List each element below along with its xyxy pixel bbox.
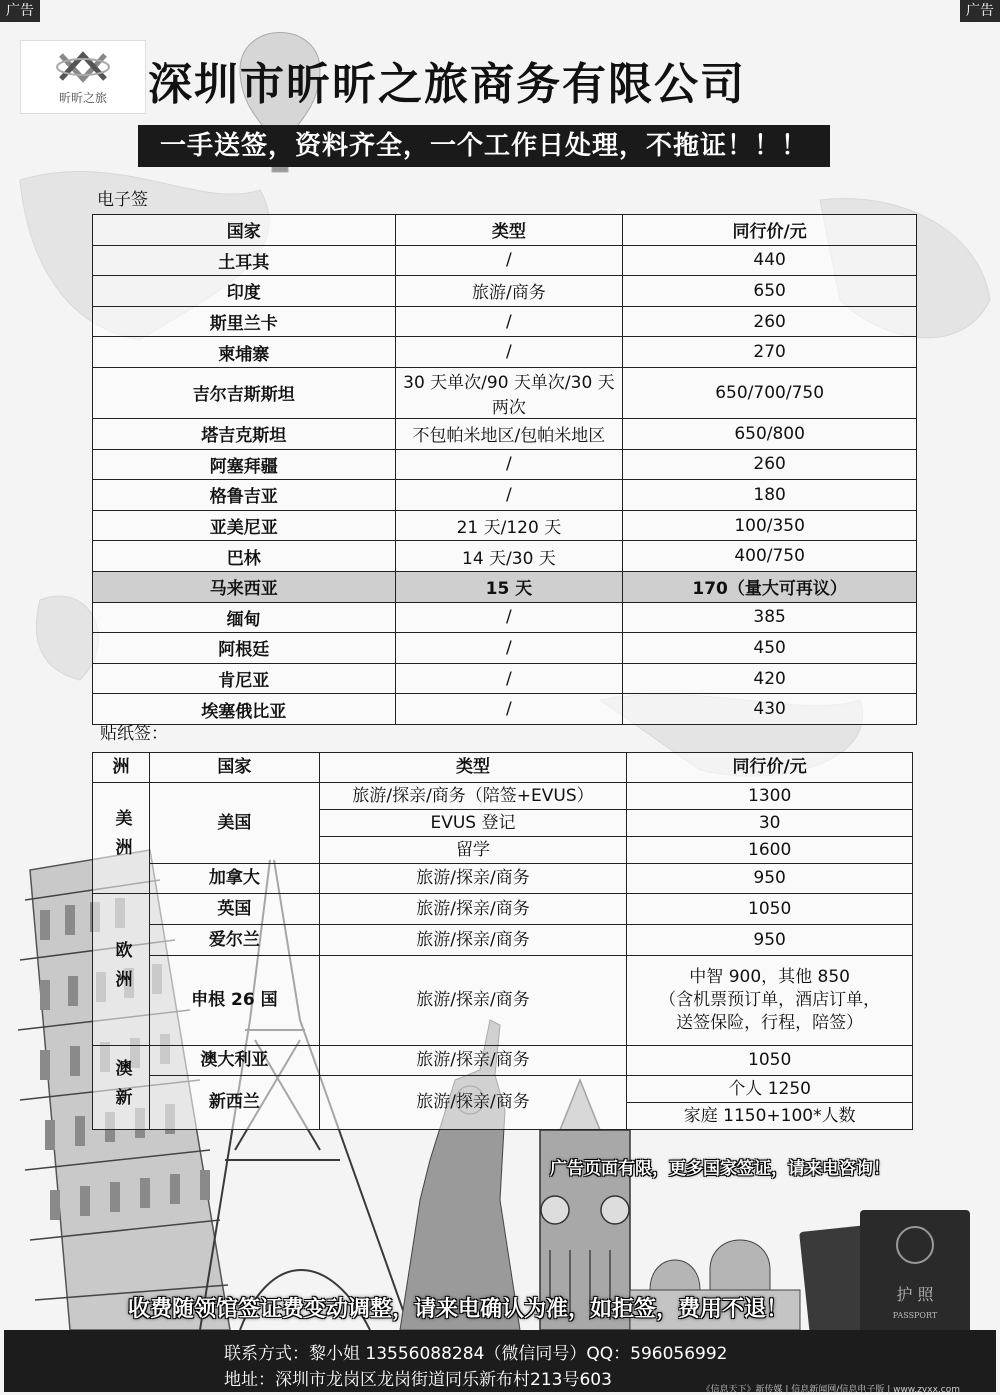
country-cell: 阿塞拜疆 bbox=[93, 449, 396, 480]
sticker-section-label: 贴纸签： bbox=[100, 724, 168, 744]
address-info: 地址：深圳市龙岗区龙岗街道同乐新布村213号603 bbox=[224, 1370, 612, 1390]
country-cell: 加拿大 bbox=[149, 864, 319, 894]
table-row bbox=[93, 510, 917, 541]
type-cell: EVUS 登记 bbox=[319, 810, 627, 837]
type-cell: 旅游/商务 bbox=[395, 276, 623, 307]
continent-label: 欧洲 bbox=[111, 940, 132, 999]
country-cell: 塔吉克斯坦 bbox=[93, 418, 396, 449]
table-row bbox=[93, 418, 917, 449]
price-cell: 180 bbox=[623, 480, 917, 511]
price-cell: 650/700/750 bbox=[623, 367, 917, 418]
price-cell bbox=[627, 956, 913, 1046]
company-name: 深圳市昕昕之旅商务有限公司 bbox=[148, 59, 746, 110]
price-cell: 385 bbox=[623, 602, 917, 633]
price-cell: 650 bbox=[623, 276, 917, 307]
table-row bbox=[93, 306, 917, 337]
type-cell: 旅游/探亲/商务 bbox=[319, 894, 627, 925]
evisa-section-label: 电子签 bbox=[97, 190, 148, 210]
header-cell: 同行价/元 bbox=[623, 215, 917, 246]
sticker-visa-table bbox=[92, 752, 913, 1130]
country-cell: 柬埔寨 bbox=[93, 337, 396, 368]
country-cell: 肯尼亚 bbox=[93, 663, 396, 694]
table-row bbox=[93, 894, 913, 925]
price-cell: 1050 bbox=[627, 894, 913, 925]
country-cell: 英国 bbox=[149, 894, 319, 925]
country-cell: 阿根廷 bbox=[93, 633, 396, 664]
type-cell: 30 天单次/90 天单次/30 天两次 bbox=[395, 367, 623, 418]
price-cell: 100/350 bbox=[623, 510, 917, 541]
slogan-banner: 一手送签，资料齐全，一个工作日处理，不拖证！！！ bbox=[138, 125, 830, 167]
table-row bbox=[93, 1046, 913, 1076]
price-cell: 950 bbox=[627, 925, 913, 956]
country-cell: 巴林 bbox=[93, 541, 396, 572]
country-cell: 缅甸 bbox=[93, 602, 396, 633]
price-cell: 30 bbox=[627, 810, 913, 837]
price-cell: 家庭 1150+100*人数 bbox=[627, 1103, 913, 1130]
table-row bbox=[93, 245, 917, 276]
country-cell: 美国 bbox=[149, 783, 319, 864]
type-cell: 旅游/探亲/商务 bbox=[319, 1046, 627, 1076]
table-row bbox=[93, 337, 917, 368]
table-row bbox=[93, 602, 917, 633]
country-cell: 新西兰 bbox=[149, 1076, 319, 1130]
price-cell: 270 bbox=[623, 337, 917, 368]
country-cell: 澳大利亚 bbox=[149, 1046, 319, 1076]
country-cell: 埃塞俄比亚 bbox=[93, 694, 396, 725]
logo-icon bbox=[53, 49, 113, 87]
company-logo bbox=[20, 40, 146, 114]
price-cell: 1050 bbox=[627, 1046, 913, 1076]
country-cell: 格鲁吉亚 bbox=[93, 480, 396, 511]
table-row bbox=[93, 864, 913, 894]
type-cell: 15 天 bbox=[395, 571, 623, 602]
type-cell: / bbox=[395, 449, 623, 480]
table-row bbox=[93, 367, 917, 418]
price-cell: 950 bbox=[627, 864, 913, 894]
type-cell: 留学 bbox=[319, 837, 627, 864]
price-cell: 650/800 bbox=[623, 418, 917, 449]
table-header-row bbox=[93, 753, 913, 783]
header-cell: 国家 bbox=[149, 753, 319, 783]
table-row bbox=[93, 1076, 913, 1103]
price-cell: 400/750 bbox=[623, 541, 917, 572]
price-cell: 430 bbox=[623, 694, 917, 725]
type-cell: 不包帕米地区/包帕米地区 bbox=[395, 418, 623, 449]
svg-text:护 照: 护 照 bbox=[896, 1285, 934, 1304]
header-cell: 同行价/元 bbox=[627, 753, 913, 783]
continent-cell bbox=[93, 1046, 150, 1130]
country-cell: 土耳其 bbox=[93, 245, 396, 276]
country-cell: 亚美尼亚 bbox=[93, 510, 396, 541]
table-row bbox=[93, 694, 917, 725]
price-line: 送签保险，行程，陪签） bbox=[676, 1012, 864, 1033]
header-cell: 类型 bbox=[395, 215, 623, 246]
table-row bbox=[93, 449, 917, 480]
country-cell: 印度 bbox=[93, 276, 396, 307]
price-cell: 260 bbox=[623, 306, 917, 337]
type-cell: 旅游/探亲/商务 bbox=[319, 864, 627, 894]
table-row bbox=[93, 663, 917, 694]
table-row bbox=[93, 925, 913, 956]
country-cell: 申根 26 国 bbox=[149, 956, 319, 1046]
type-cell: 21 天/120 天 bbox=[395, 510, 623, 541]
logo-text: 昕昕之旅 bbox=[58, 90, 107, 105]
header-cell: 洲 bbox=[93, 753, 150, 783]
continent-label: 美洲 bbox=[111, 809, 132, 867]
more-countries-notice: 广告页面有限，更多国家签证，请来电咨询！ bbox=[550, 1159, 890, 1179]
price-line: 中智 900，其他 850 bbox=[689, 967, 850, 988]
price-cell: 1600 bbox=[627, 837, 913, 864]
type-cell: / bbox=[395, 694, 623, 725]
ad-tag-right: 广告 bbox=[960, 0, 1000, 22]
price-cell: 1300 bbox=[627, 783, 913, 810]
price-cell: 个人 1250 bbox=[627, 1076, 913, 1103]
ad-tag-left: 广告 bbox=[0, 0, 40, 22]
country-cell: 吉尔吉斯斯坦 bbox=[93, 367, 396, 418]
type-cell: / bbox=[395, 245, 623, 276]
type-cell: / bbox=[395, 663, 623, 694]
type-cell: 旅游/探亲/商务 bbox=[319, 925, 627, 956]
type-cell: 14 天/30 天 bbox=[395, 541, 623, 572]
contact-info: 联系方式：黎小姐 13556088284（微信同号）QQ：596056992 bbox=[224, 1344, 728, 1364]
type-cell: / bbox=[395, 337, 623, 368]
price-cell: 420 bbox=[623, 663, 917, 694]
type-cell: / bbox=[395, 306, 623, 337]
type-cell: / bbox=[395, 480, 623, 511]
table-row bbox=[93, 480, 917, 511]
price-line: （含机票预订单，酒店订单， bbox=[659, 990, 881, 1011]
table-header-row bbox=[93, 215, 917, 246]
type-cell: 旅游/探亲/商务（陪签+EVUS） bbox=[319, 783, 627, 810]
country-cell: 马来西亚 bbox=[93, 571, 396, 602]
price-cell: 170（量大可再议） bbox=[623, 571, 917, 602]
country-cell: 斯里兰卡 bbox=[93, 306, 396, 337]
evisa-table bbox=[92, 214, 917, 725]
header-cell: 类型 bbox=[319, 753, 627, 783]
footer-credit: 《信息天下》新传媒 | 信息新闻网/信息电子版 | www.zyxx.com bbox=[701, 1385, 960, 1395]
type-cell: / bbox=[395, 602, 623, 633]
type-cell: 旅游/探亲/商务 bbox=[319, 1076, 627, 1130]
header-cell: 国家 bbox=[93, 215, 396, 246]
country-cell: 爱尔兰 bbox=[149, 925, 319, 956]
price-cell: 450 bbox=[623, 633, 917, 664]
continent-cell bbox=[93, 783, 150, 894]
table-row bbox=[93, 633, 917, 664]
continent-cell bbox=[93, 894, 150, 1046]
price-cell: 440 bbox=[623, 245, 917, 276]
continent-label: 澳新 bbox=[111, 1058, 132, 1117]
table-row bbox=[93, 276, 917, 307]
table-row bbox=[93, 541, 917, 572]
table-row bbox=[93, 571, 917, 602]
svg-text:PASSPORT: PASSPORT bbox=[892, 1311, 938, 1320]
fee-notice: 收费随领馆签证费变动调整，请来电确认为准，如拒签，费用不退！ bbox=[128, 1297, 789, 1322]
type-cell: / bbox=[395, 633, 623, 664]
table-row bbox=[93, 783, 913, 810]
table-row bbox=[93, 956, 913, 1046]
price-cell: 260 bbox=[623, 449, 917, 480]
type-cell: 旅游/探亲/商务 bbox=[319, 956, 627, 1046]
